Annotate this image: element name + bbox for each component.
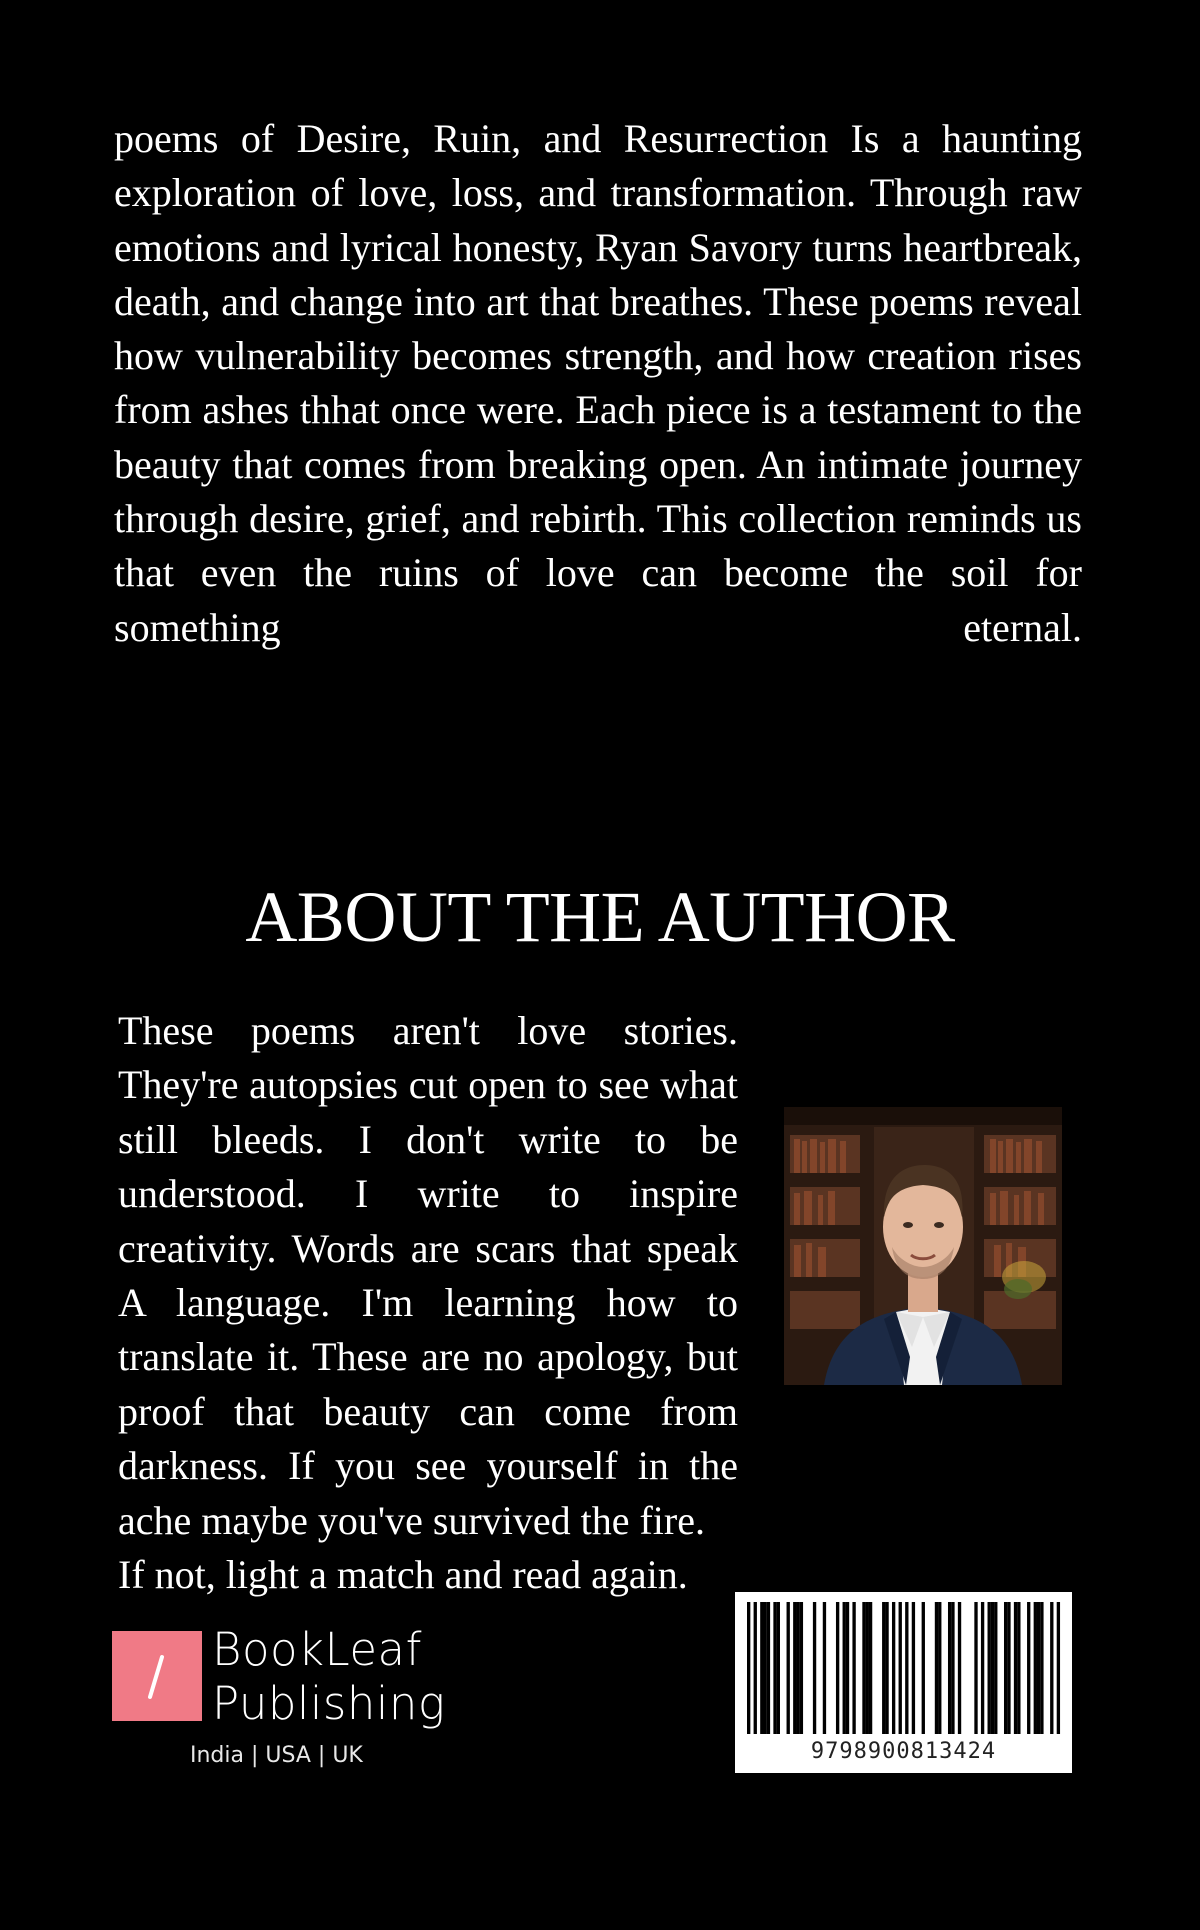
barcode-bar <box>958 1602 961 1734</box>
barcode-bar <box>836 1602 839 1734</box>
publisher-name-line1: BookLeaf <box>212 1623 422 1676</box>
barcode-bar <box>866 1602 869 1734</box>
barcode-bar <box>813 1602 816 1734</box>
barcode-bar <box>852 1602 855 1734</box>
author-bio-closing-line: If not, light a match and read again. <box>118 1552 688 1598</box>
barcode-bar <box>905 1602 908 1734</box>
barcode-bar <box>747 1602 750 1734</box>
barcode-bar <box>1017 1602 1020 1734</box>
barcode-bar <box>767 1602 770 1734</box>
barcode-bar <box>869 1602 872 1734</box>
barcode-bar <box>1037 1602 1040 1734</box>
barcode-bar <box>1027 1602 1030 1734</box>
barcode-bar <box>882 1602 885 1734</box>
barcode-bar <box>938 1602 941 1734</box>
back-cover-blurb: poems of Desire, Ruin, and Resurrection Is a haunting exploration of love, loss, and transformation. Through raw emotions and lyrical honesty, Ryan Savory turns heartbreak, death, and change into art that breathes. These poems reveal how vulnerability becomes strength, and how creation rises from ashes thhat once were. Each piece is a testament to the beauty that comes from breaking open. An intimate journey through desire, grief, and rebirth. This collection reminds us that even the ruins of love can become the soil for something eternal. <box>114 116 1082 650</box>
publisher-name-line2: Publishing <box>212 1677 446 1730</box>
about-author-heading: ABOUT THE AUTHOR <box>245 877 955 957</box>
barcode-bar <box>948 1602 951 1734</box>
barcode-bar <box>1034 1602 1037 1734</box>
barcode-bar <box>981 1602 984 1734</box>
isbn-barcode <box>735 1592 1072 1773</box>
barcode-bar <box>1014 1602 1017 1734</box>
author-bio <box>118 1004 738 1602</box>
barcode-bar <box>974 1602 977 1734</box>
barcode-bar <box>1004 1602 1007 1734</box>
barcode-bar <box>862 1602 865 1734</box>
barcode-bar <box>1057 1602 1060 1734</box>
slash-icon <box>112 1631 202 1721</box>
barcode-bar <box>885 1602 888 1734</box>
barcode-bar <box>899 1602 902 1734</box>
barcode-bar <box>754 1602 757 1734</box>
barcode-bar <box>773 1602 776 1734</box>
barcode-bar <box>935 1602 938 1734</box>
publisher-regions: India | USA | UK <box>190 1743 363 1768</box>
barcode-bar <box>988 1602 991 1734</box>
barcode-bar <box>777 1602 780 1734</box>
barcode-bar <box>1007 1602 1010 1734</box>
barcode-bar <box>991 1602 994 1734</box>
barcode-bar <box>843 1602 846 1734</box>
isbn-number: 9798900813424 <box>810 1739 997 1764</box>
barcode-bar <box>922 1602 925 1734</box>
barcode-bar <box>892 1602 895 1734</box>
barcode-bar <box>1050 1602 1053 1734</box>
barcode-bar <box>796 1602 799 1734</box>
author-portrait-illustration <box>784 1107 1062 1385</box>
barcode-bar <box>793 1602 796 1734</box>
barcode-bar <box>1040 1602 1043 1734</box>
barcode-bar <box>994 1602 997 1734</box>
barcode-bar <box>846 1602 849 1734</box>
author-photo <box>784 1107 1062 1385</box>
publisher-name <box>212 1623 445 1731</box>
barcode-bar <box>763 1602 766 1734</box>
barcode-bar <box>760 1602 763 1734</box>
barcode-bar <box>800 1602 803 1734</box>
barcode-bar <box>823 1602 826 1734</box>
author-bio-text: These poems aren't love stories. They're autopsies cut open to see what still bleeds. I don't write to be understood. I write to inspire creativity. Words are scars that speak A language. I'm learning how to translate it. These are no apology, but proof that beauty can come from darkness. If you see yourself in the ache maybe you've survived the fire. <box>118 1008 738 1543</box>
barcode-bar <box>787 1602 790 1734</box>
barcode-bar <box>951 1602 954 1734</box>
barcode-bar <box>912 1602 915 1734</box>
barcode-bars <box>735 1592 1072 1737</box>
